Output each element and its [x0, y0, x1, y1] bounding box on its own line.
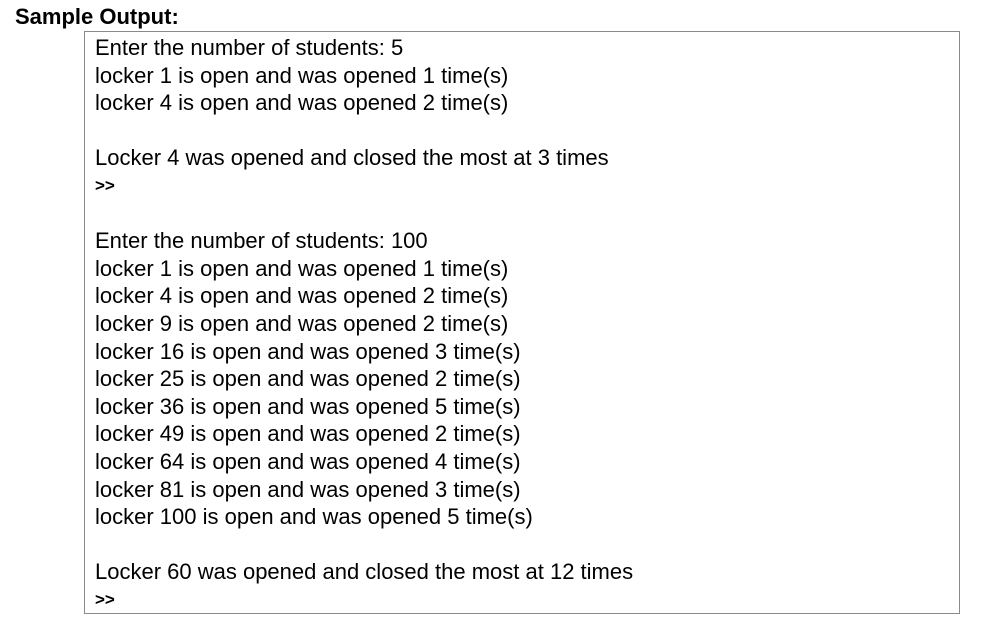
output-line: locker 1 is open and was opened 1 time(s)	[95, 62, 509, 88]
sample-output-heading: Sample Output:	[15, 4, 179, 29]
output-line: locker 1 is open and was opened 1 time(s)	[95, 255, 509, 281]
output-line: locker 49 is open and was opened 2 time(s)	[95, 421, 521, 447]
output-line: locker 64 is open and was opened 4 time(s)	[95, 448, 521, 474]
prompt-line: >>	[95, 175, 115, 195]
output-line: locker 36 is open and was opened 5 time(s)	[95, 393, 521, 419]
blank-line	[95, 531, 633, 559]
output-line: locker 25 is open and was opened 2 time(s)	[95, 366, 521, 392]
output-line: Enter the number of students: 5	[95, 35, 404, 60]
output-line: Locker 4 was opened and closed the most at 3 times	[95, 145, 609, 171]
output-lines	[95, 34, 633, 613]
blank-line	[95, 117, 633, 145]
output-line: locker 81 is open and was opened 3 time(s)	[95, 476, 521, 502]
output-line: Enter the number of students: 100	[95, 228, 428, 254]
output-line: locker 4 is open and was opened 2 time(s)	[95, 283, 509, 309]
output-line: Locker 60 was opened and closed the most at 12 times	[95, 559, 634, 585]
blank-line	[95, 200, 633, 228]
prompt-line: >>	[95, 589, 115, 609]
output-line: locker 16 is open and was opened 3 time(s)	[95, 338, 521, 364]
output-line: locker 100 is open and was opened 5 time(s)	[95, 504, 533, 530]
output-line: locker 9 is open and was opened 2 time(s)	[95, 310, 509, 336]
output-line: locker 4 is open and was opened 2 time(s)	[95, 90, 509, 116]
